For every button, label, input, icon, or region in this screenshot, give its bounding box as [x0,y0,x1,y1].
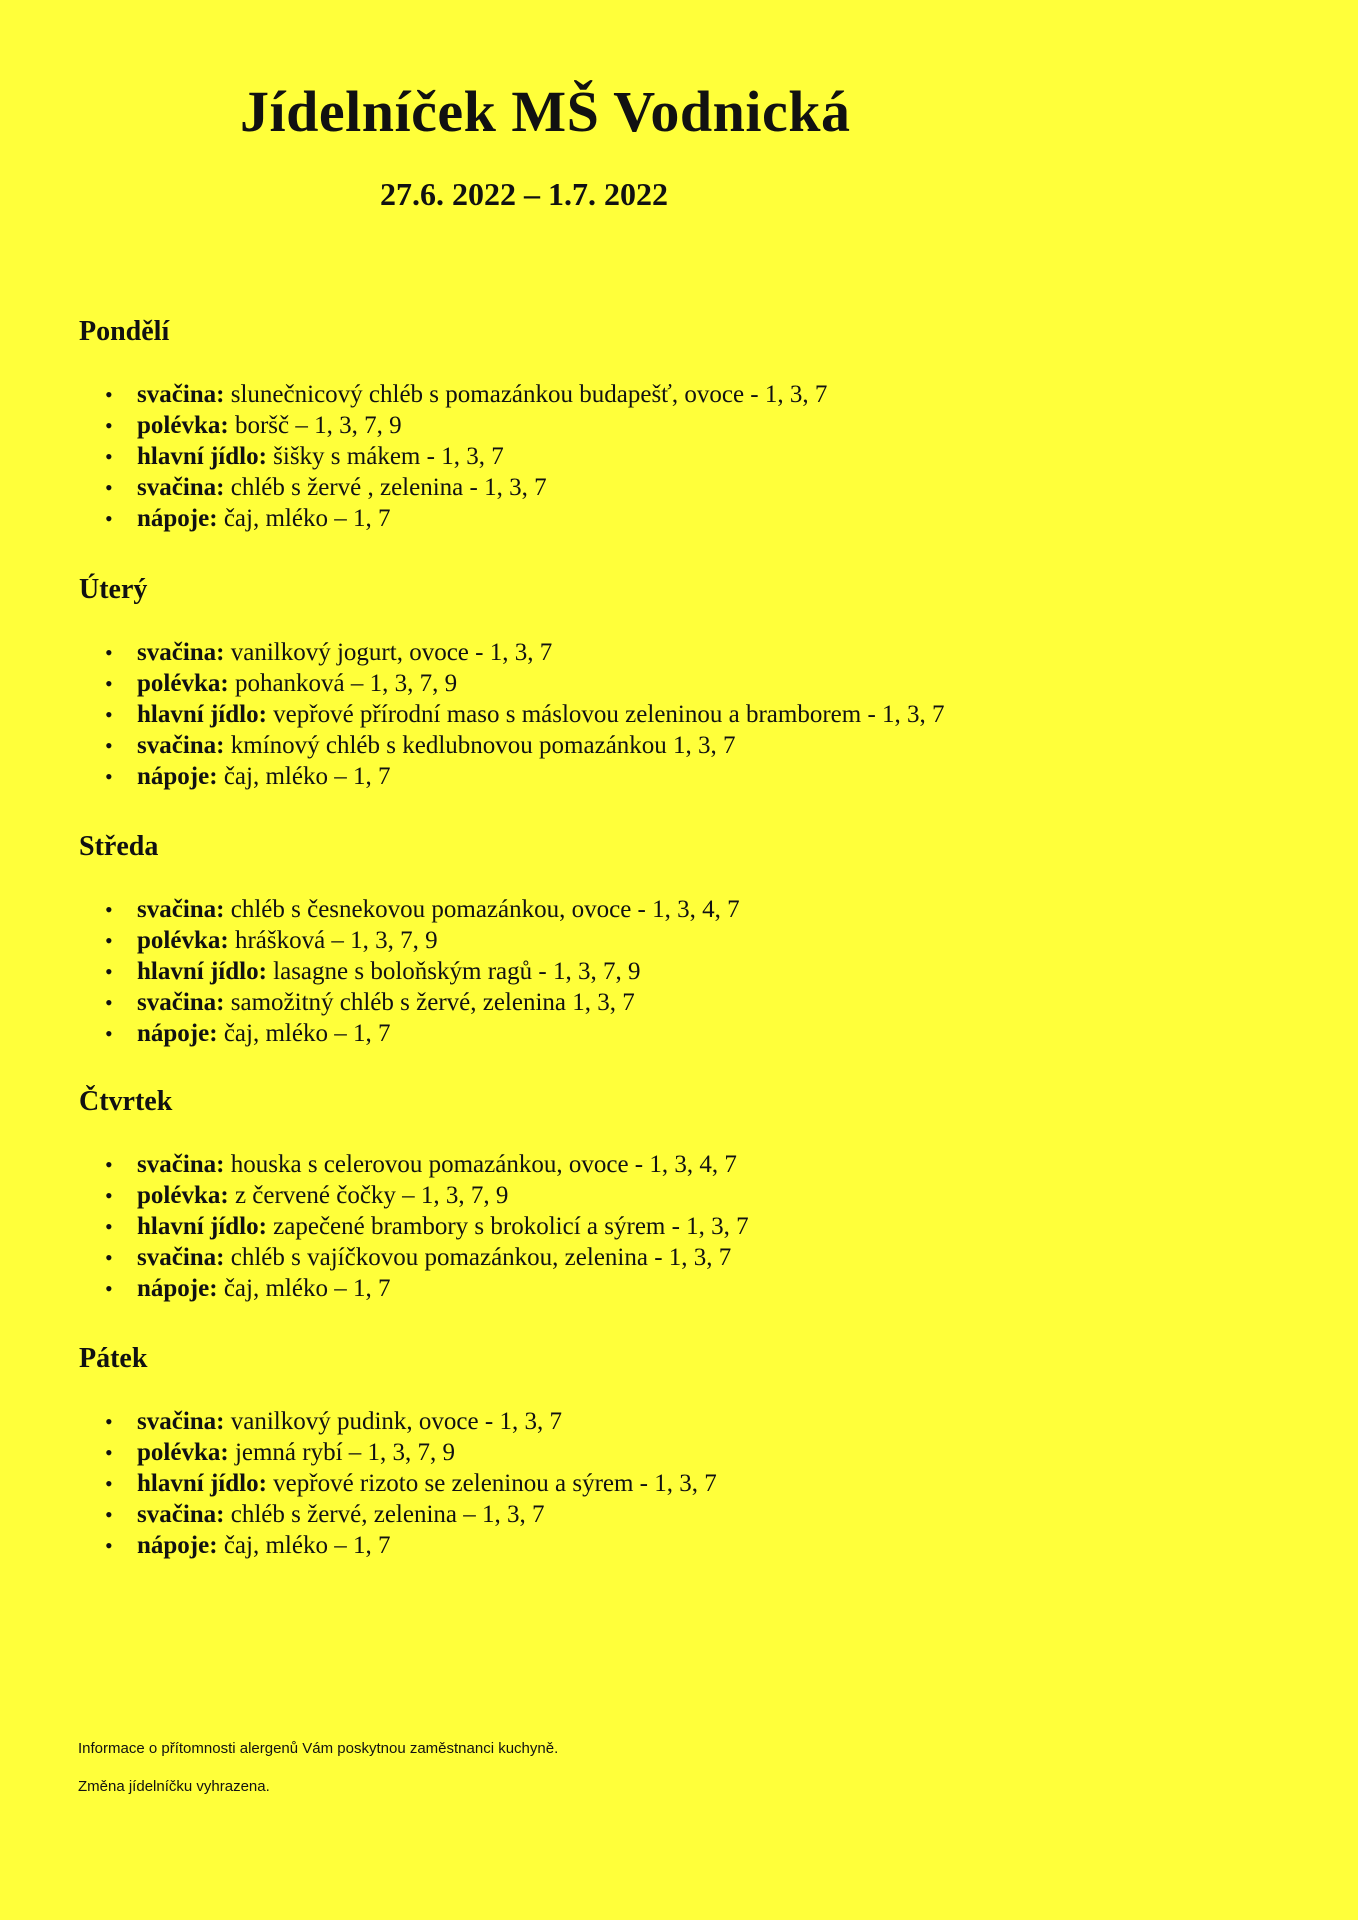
day-name: Čtvrtek [79,1086,173,1117]
date-range: 27.6. 2022 – 1.7. 2022 [380,176,668,212]
meal-label: svačina: [137,1501,225,1528]
meal-label: hlavní jídlo: [137,1213,267,1240]
meal-item [79,925,1279,956]
meal-label: nápoje: [137,505,218,532]
meal-label: hlavní jídlo: [137,958,267,985]
meal-label: svačina: [137,1151,225,1178]
meal-item [79,987,1279,1018]
meal-text: zapečené brambory s brokolicí a sýrem - 1, 3, 7 [266,1213,749,1240]
bullet-icon: • [105,1245,113,1270]
meal-item [79,1211,1279,1242]
meal-text: čaj, mléko – 1, 7 [217,763,391,790]
meal-item [79,472,1279,503]
meal-label: hlavní jídlo: [137,1470,267,1497]
meal-label: nápoje: [137,1532,218,1559]
meal-text: slunečnicový chléb s pomazánkou budapešť, ovoce - 1, 3, 7 [224,381,828,408]
meal-label: svačina: [137,474,225,501]
meal-list [79,1406,1279,1561]
change-note: Změna jídelníčku vyhrazena. [78,1778,270,1795]
meal-text: chléb s vajíčkovou pomazánkou, zelenina - 1, 3, 7 [224,1244,732,1271]
meal-item [79,1149,1279,1180]
meal-text: chléb s česnekovou pomazánkou, ovoce - 1, 3, 4, 7 [224,896,740,923]
bullet-icon: • [105,413,113,438]
meal-item [79,441,1279,472]
meal-item [79,1406,1279,1437]
meal-item [79,956,1279,987]
meal-item [79,668,1279,699]
day-section-friday [79,1342,1279,1561]
meal-text: pohanková – 1, 3, 7, 9 [228,670,458,697]
meal-text: chléb s žervé , zelenina - 1, 3, 7 [224,474,547,501]
meal-text: čaj, mléko – 1, 7 [217,1275,391,1302]
meal-text: boršč – 1, 3, 7, 9 [228,412,402,439]
meal-text: kmínový chléb s kedlubnovou pomazánkou 1, 3, 7 [224,732,736,759]
day-name: Pátek [79,1343,148,1374]
day-name: Středa [79,831,159,862]
meal-item [79,1530,1279,1561]
meal-label: svačina: [137,732,225,759]
bullet-icon: • [105,506,113,531]
meal-label: polévka: [137,670,229,697]
meal-item [79,699,1279,730]
bullet-icon: • [105,897,113,922]
meal-label: svačina: [137,1244,225,1271]
meal-label: svačina: [137,896,225,923]
bullet-icon: • [105,1440,113,1465]
meal-list [79,637,1279,792]
meal-text: vanilkový jogurt, ovoce - 1, 3, 7 [224,639,553,666]
meal-text: vepřové rizoto se zeleninou a sýrem - 1, 3, 7 [266,1470,717,1497]
day-section-thursday [79,1085,1279,1304]
meal-list [79,894,1279,1049]
meal-text: vepřové přírodní maso s máslovou zeleninou a bramborem - 1, 3, 7 [266,701,945,728]
meal-list [79,1149,1279,1304]
meal-text: lasagne s boloňským ragů - 1, 3, 7, 9 [266,958,641,985]
meal-label: nápoje: [137,1020,218,1047]
bullet-icon: • [105,764,113,789]
bullet-icon: • [105,733,113,758]
bullet-icon: • [105,1409,113,1434]
bullet-icon: • [105,1502,113,1527]
meal-label: nápoje: [137,1275,218,1302]
meal-item [79,1180,1279,1211]
meal-label: svačina: [137,639,225,666]
meal-item [79,1018,1279,1049]
day-name: Úterý [79,574,148,605]
bullet-icon: • [105,382,113,407]
bullet-icon: • [105,990,113,1015]
allergen-note: Informace o přítomnosti alergenů Vám poskytnou zaměstnanci kuchyně. [78,1740,559,1757]
meal-label: svačina: [137,989,225,1016]
bullet-icon: • [105,1021,113,1046]
meal-text: houska s celerovou pomazánkou, ovoce - 1, 3, 4, 7 [224,1151,737,1178]
meal-item [79,1468,1279,1499]
bullet-icon: • [105,444,113,469]
meal-item [79,503,1279,534]
meal-label: nápoje: [137,763,218,790]
bullet-icon: • [105,1471,113,1496]
meal-item [79,637,1279,668]
meal-label: polévka: [137,927,229,954]
meal-text: vanilkový pudink, ovoce - 1, 3, 7 [224,1408,562,1435]
meal-list [79,379,1279,534]
bullet-icon: • [105,1214,113,1239]
meal-item [79,1273,1279,1304]
meal-label: hlavní jídlo: [137,443,267,470]
meal-item [79,410,1279,441]
meal-label: polévka: [137,1182,229,1209]
meal-item [79,761,1279,792]
meal-text: čaj, mléko – 1, 7 [217,1532,391,1559]
bullet-icon: • [105,1533,113,1558]
day-section-monday [79,315,1279,534]
bullet-icon: • [105,640,113,665]
page-title: Jídelníček MŠ Vodnická [240,79,851,144]
bullet-icon: • [105,1276,113,1301]
meal-text: z červené čočky – 1, 3, 7, 9 [228,1182,509,1209]
day-section-tuesday [79,573,1279,792]
bullet-icon: • [105,959,113,984]
meal-item [79,730,1279,761]
meal-item [79,379,1279,410]
meal-text: samožitný chléb s žervé, zelenina 1, 3, 7 [224,989,635,1016]
meal-text: hrášková – 1, 3, 7, 9 [228,927,438,954]
meal-text: chléb s žervé, zelenina – 1, 3, 7 [224,1501,545,1528]
meal-text: jemná rybí – 1, 3, 7, 9 [228,1439,456,1466]
meal-text: čaj, mléko – 1, 7 [217,505,391,532]
day-name: Pondělí [79,316,170,347]
bullet-icon: • [105,475,113,500]
meal-item [79,1437,1279,1468]
bullet-icon: • [105,1183,113,1208]
bullet-icon: • [105,671,113,696]
bullet-icon: • [105,702,113,727]
meal-item [79,1499,1279,1530]
meal-item [79,1242,1279,1273]
meal-item [79,894,1279,925]
meal-label: svačina: [137,1408,225,1435]
meal-text: šišky s mákem - 1, 3, 7 [266,443,504,470]
meal-label: polévka: [137,412,229,439]
meal-text: čaj, mléko – 1, 7 [217,1020,391,1047]
bullet-icon: • [105,1152,113,1177]
bullet-icon: • [105,928,113,953]
meal-label: svačina: [137,381,225,408]
meal-label: hlavní jídlo: [137,701,267,728]
day-section-wednesday [79,830,1279,1049]
meal-label: polévka: [137,1439,229,1466]
